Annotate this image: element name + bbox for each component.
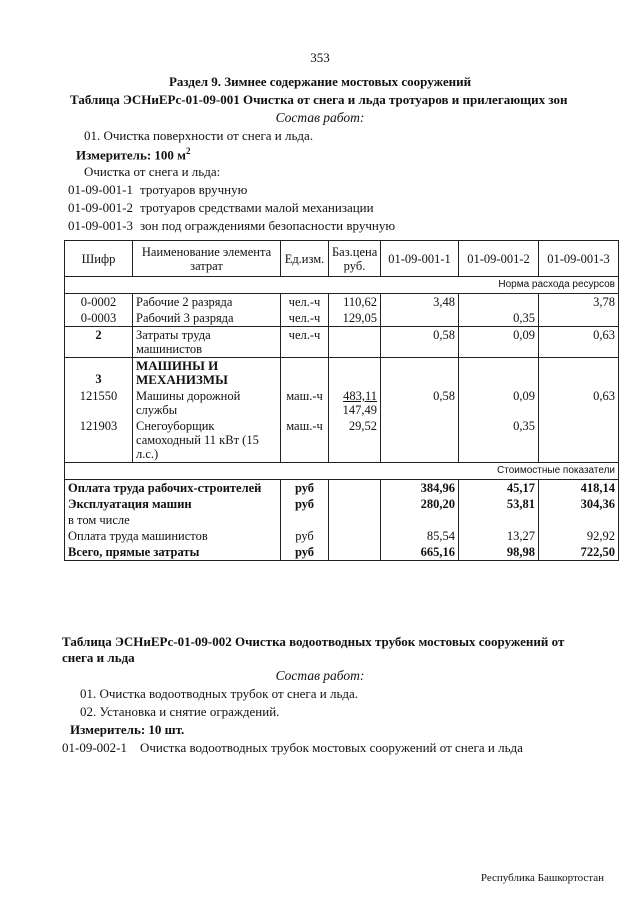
table-row: [65, 310, 619, 327]
cell-col-3: 0,63: [539, 388, 619, 418]
cost-col-1: 665,16: [381, 544, 459, 561]
cost-col-2: 45,17: [459, 480, 539, 497]
cell-price: 29,52: [329, 418, 381, 463]
cost-col-1: 280,20: [381, 496, 459, 512]
table2-work-1: 01. Очистка водоотводных трубок от снега и льда.: [80, 686, 359, 701]
cost-col-3: 722,50: [539, 544, 619, 561]
cost-row: [65, 528, 619, 544]
cell-shifr: 2: [65, 327, 133, 358]
table-row: [65, 327, 619, 358]
header-col-1: 01-09-001-1: [381, 241, 459, 277]
header-shifr: Шифр: [65, 241, 133, 277]
table1-code-row: 01-09-001-3 зон под ограждениями безопасности вручную: [68, 218, 396, 233]
table2-title-line2: снега и льда: [62, 650, 135, 665]
cell-col-3: [539, 418, 619, 463]
resource-norms-table: [64, 240, 619, 561]
cell-col-2: 0,09: [459, 388, 539, 418]
cell-name: Рабочий 3 разряда: [133, 310, 281, 327]
table1-code-row: 01-09-001-2 тротуаров средствами малой механизации: [68, 200, 374, 215]
cost-col-1: 384,96: [381, 480, 459, 497]
cost-row: [65, 544, 619, 561]
banner-norms: Норма расхода ресурсов: [65, 277, 619, 294]
table-row: [65, 418, 619, 463]
cost-name: в том числе: [65, 512, 281, 528]
table1-code-row: 01-09-001-1 тротуаров вручную: [68, 182, 248, 197]
banner-row: [65, 463, 619, 480]
table2-meter: Измеритель: 10 шт.: [70, 722, 185, 737]
cost-name: Оплата труда машинистов: [65, 528, 281, 544]
table2-work-2: 02. Установка и снятие ограждений.: [80, 704, 280, 719]
header-name: Наименование элемента затрат: [133, 241, 281, 277]
cost-col-1: 85,54: [381, 528, 459, 544]
cost-col-3: 304,36: [539, 496, 619, 512]
cell-name: МАШИНЫ И МЕХАНИЗМЫ: [133, 358, 281, 389]
cost-row: [65, 480, 619, 497]
header-base-price: Баз.цена руб.: [329, 241, 381, 277]
cell-unit: чел.-ч: [281, 294, 329, 311]
cell-col-3: [539, 310, 619, 327]
cell-name: Снегоуборщик самоходный 11 кВт (15 л.с.): [133, 418, 281, 463]
cell-name: Машины дорожной службы: [133, 388, 281, 418]
cost-col-2: 13,27: [459, 528, 539, 544]
cost-col-3: 418,14: [539, 480, 619, 497]
cell-name: Рабочие 2 разряда: [133, 294, 281, 311]
cell-col-3: 3,78: [539, 294, 619, 311]
cell-unit: маш.-ч: [281, 418, 329, 463]
cost-row: [65, 496, 619, 512]
cell-col-1: [381, 418, 459, 463]
table1-subtitle: Очистка от снега и льда:: [84, 164, 221, 179]
cell-col-2: 0,35: [459, 418, 539, 463]
cost-name: Всего, прямые затраты: [65, 544, 281, 561]
cell-price: [329, 327, 381, 358]
table-row: [65, 358, 619, 389]
cost-unit: руб: [281, 496, 329, 512]
banner-row: [65, 277, 619, 294]
cost-col-2: 98,98: [459, 544, 539, 561]
cell-unit: маш.-ч: [281, 388, 329, 418]
cost-name: Оплата труда рабочих-строителей: [65, 480, 281, 497]
cell-col-2: 0,09: [459, 327, 539, 358]
cost-unit: руб: [281, 544, 329, 561]
cell-unit: чел.-ч: [281, 310, 329, 327]
table-header-row: [65, 241, 619, 277]
table1-work-1: 01. Очистка поверхности от снега и льда.: [84, 128, 314, 143]
cost-unit: руб: [281, 480, 329, 497]
cell-col-1: 3,48: [381, 294, 459, 311]
cost-unit: руб: [281, 528, 329, 544]
cell-shifr: 0-0002: [65, 294, 133, 311]
cell-col-3: 0,63: [539, 327, 619, 358]
table-row: [65, 294, 619, 311]
cell-shifr: 3: [65, 358, 133, 389]
cell-name: Затраты труда машинистов: [133, 327, 281, 358]
cell-price: 129,05: [329, 310, 381, 327]
cell-col-1: 0,58: [381, 388, 459, 418]
table1-title: Таблица ЭСНиЕРс-01-09-001 Очистка от снега и льда тротуаров и прилегающих зон: [70, 92, 568, 107]
section-title: Раздел 9. Зимнее содержание мостовых сооружений: [168, 74, 472, 89]
header-col-2: 01-09-001-2: [459, 241, 539, 277]
table2-title-line1: Таблица ЭСНиЕРс-01-09-002 Очистка водоотводных трубок мостовых сооружений от: [62, 634, 565, 649]
cell-shifr: 0-0003: [65, 310, 133, 327]
cell-price: 110,62: [329, 294, 381, 311]
header-col-3: 01-09-001-3: [539, 241, 619, 277]
table-row: [65, 388, 619, 418]
cell-col-2: 0,35: [459, 310, 539, 327]
header-unit: Ед.изм.: [281, 241, 329, 277]
cell-col-1: 0,58: [381, 327, 459, 358]
page-number: 353: [310, 50, 330, 65]
table2-composition-label: Состав работ:: [275, 668, 365, 683]
cell-shifr: 121550: [65, 388, 133, 418]
cost-row: [65, 512, 619, 528]
footer-region: Республика Башкортостан: [480, 872, 604, 884]
cell-unit: чел.-ч: [281, 327, 329, 358]
cost-name: Эксплуатация машин: [65, 496, 281, 512]
cell-price: 483,11 147,49: [329, 388, 381, 418]
banner-cost: Стоимостные показатели: [65, 463, 619, 480]
table1-composition-label: Состав работ:: [275, 110, 365, 125]
cell-shifr: 121903: [65, 418, 133, 463]
cost-col-3: 92,92: [539, 528, 619, 544]
table2-code-row: 01-09-002-1 Очистка водоотводных трубок мостовых сооружений от снега и льда: [62, 740, 523, 755]
cell-col-1: [381, 310, 459, 327]
cost-col-2: 53,81: [459, 496, 539, 512]
cell-col-2: [459, 294, 539, 311]
table1-meter: Измеритель: 100 $м^2$: [76, 146, 191, 163]
